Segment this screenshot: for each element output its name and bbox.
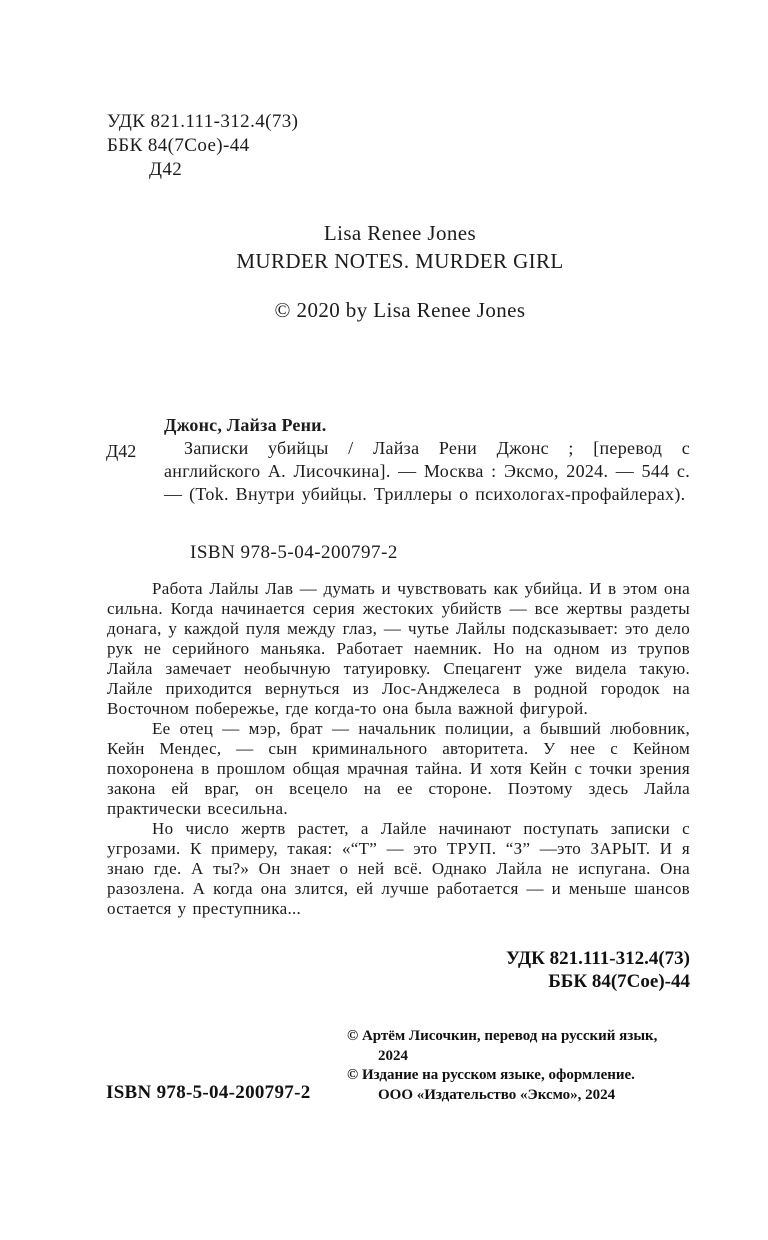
classification-header xyxy=(107,110,298,182)
bbk-code: ББК 84(7Сое)-44 xyxy=(107,135,250,156)
annotation-paragraph-1: Работа Лайлы Лав — думать и чувствовать как убийца. И в этом она сильна. Когда начинается серия жестоких убийств — все жертвы раздеты донага, у каждой пуля между глаз, — чутье Лайлы подсказывает: это дело рук не серийного маньяка. Работает наемник. Но на одном из трупов Лайла замечает необычную татуировку. Спецагент уже видела такую. Лайле приходится вернуться из Лос-Анджелеса в родной городок на Восточном побережье, где когда-то она была важной фигурой. xyxy=(107,579,690,718)
footer-bbk-code: ББК 84(7Сое)-44 xyxy=(548,971,690,992)
catalog-card-author-heading: Джонс, Лайза Рени. xyxy=(164,415,327,435)
author-sign-code: Д42 xyxy=(149,159,183,180)
isbn-imprint-line: ISBN 978-5-04-200797-2 xyxy=(106,1082,311,1103)
book-annotation xyxy=(107,579,690,919)
russian-copyright-block xyxy=(347,1027,727,1105)
catalog-card xyxy=(164,414,690,506)
annotation-paragraph-3: Но число жертв растет, а Лайле начинают поступать записки с угрозами. К примеру, такая: «“Т” — это ТРУП. “З” —это ЗАРЫТ. И я знаю где. А ты?» Он знает о ней всё. Однако Лайла не испугана. Она разозлена. А когда она злится, ей лучше работается — и меньше шансов остается у преступника... xyxy=(107,819,690,918)
annotation-paragraph-2: Ее отец — мэр, брат — начальник полиции, а бывший любовник, Кейн Мендес, — сын криминального авторитета. У нее с Кейном похоронена в прошлом общая мрачная тайна. И хотя Кейн с точки зрения закона ей враг, он всецело на ее стороне. Поэтому здесь Лайла практически всесильна. xyxy=(107,719,690,818)
copyright-translation-year: 2024 xyxy=(378,1047,408,1064)
isbn-catalog-line: ISBN 978-5-04-200797-2 xyxy=(190,542,398,563)
catalog-card-description: Записки убийцы / Лайза Рени Джонс ; [перевод с английского А. Лисочкина]. — Москва : Эксмо, 2024. — 544 с. — (Tok. Внутри убийцы. Триллеры о психологах-профайлерах). xyxy=(164,438,690,504)
classification-footer xyxy=(107,947,690,993)
original-title-block xyxy=(32,219,768,324)
original-copyright-line: © 2020 by Lisa Renee Jones xyxy=(274,298,526,322)
footer-udk-code: УДК 821.111-312.4(73) xyxy=(505,948,690,969)
original-author-name: Lisa Renee Jones xyxy=(323,221,477,245)
original-book-title: MURDER NOTES. MURDER GIRL xyxy=(236,249,564,273)
copyright-translation-line: © Артём Лисочкин, перевод на русский язык, xyxy=(347,1028,658,1044)
copyright-edition-line: © Издание на русском языке, оформление. xyxy=(347,1067,635,1083)
udk-code: УДК 821.111-312.4(73) xyxy=(107,111,299,132)
catalog-card-margin-code: Д42 xyxy=(106,441,137,461)
copyright-publisher-line: ООО «Издательство «Эксмо», 2024 xyxy=(378,1086,616,1103)
